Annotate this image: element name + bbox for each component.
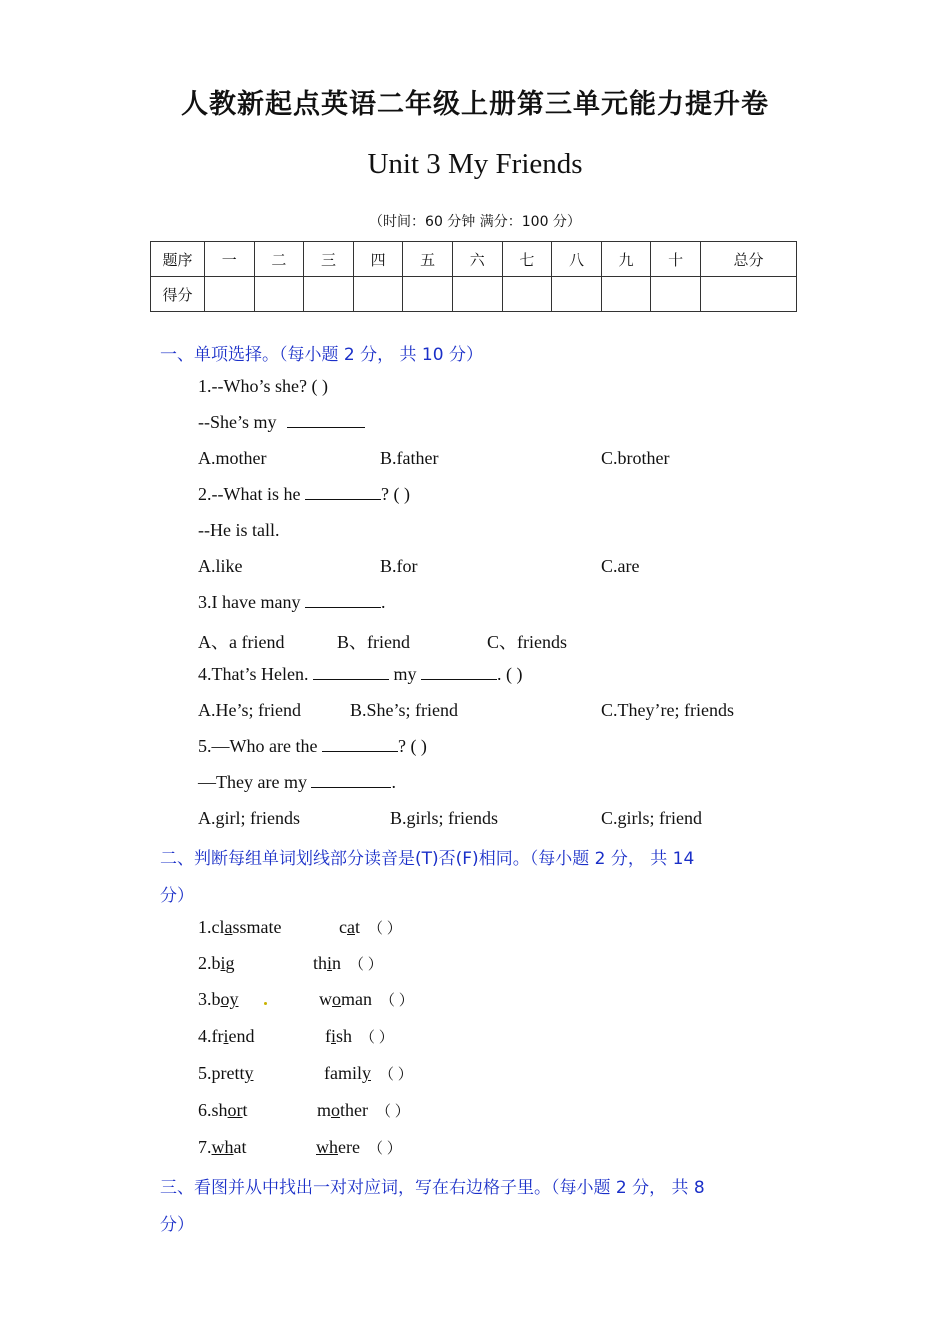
score-cell[interactable] — [651, 277, 701, 312]
q2-option-a[interactable]: A.like — [198, 556, 243, 576]
q5-option-a[interactable]: A.girl; friends — [198, 808, 300, 828]
score-cell[interactable] — [254, 277, 304, 312]
header-cell: 九 — [601, 242, 651, 277]
score-cell[interactable] — [205, 277, 255, 312]
unit-subtitle: Unit 3 My Friends — [367, 148, 583, 180]
answer-paren[interactable]: （ ） — [368, 921, 402, 937]
score-cell[interactable] — [403, 277, 453, 312]
section3-heading-cont: 分） — [160, 1215, 194, 1235]
q2-option-c[interactable]: C.are — [601, 556, 640, 576]
q4-option-c[interactable]: C.They’re; friends — [601, 700, 734, 720]
stray-dot — [264, 1002, 267, 1005]
q1-question: 1.--Who’s she? ( ) — [198, 376, 328, 396]
q3-option-c[interactable]: C、friends — [487, 632, 567, 652]
pair-3-word2: woman （ ） — [319, 989, 414, 1009]
q1-option-b[interactable]: B.father — [380, 448, 439, 468]
pair-7-word2: where （ ） — [316, 1137, 402, 1157]
pair-7-word1: 7.what — [198, 1137, 247, 1157]
pair-1-word2: cat （ ） — [339, 917, 402, 937]
pair-2-word1: 2.big — [198, 953, 235, 973]
score-table-header-row — [151, 242, 797, 277]
pair-6-word1: 6.short — [198, 1100, 248, 1120]
score-cell[interactable] — [304, 277, 354, 312]
score-table-score-row — [151, 277, 797, 312]
q3-question: 3.I have many . — [198, 592, 386, 612]
header-cell: 题序 — [151, 242, 205, 277]
score-row-label: 得分 — [151, 277, 205, 312]
header-cell: 六 — [452, 242, 502, 277]
time-info: （时间：60 分钟 满分：100 分） — [369, 214, 581, 230]
answer-paren[interactable]: （ ） — [349, 957, 383, 973]
pair-4-word1: 4.friend — [198, 1026, 255, 1046]
q3-option-a[interactable]: A、a friend — [198, 632, 285, 652]
score-cell[interactable] — [452, 277, 502, 312]
score-cell[interactable] — [502, 277, 552, 312]
pair-5-word2: family （ ） — [324, 1063, 413, 1083]
q4-option-b[interactable]: B.She’s; friend — [350, 700, 458, 720]
q1-option-a[interactable]: A.mother — [198, 448, 267, 468]
section1-heading: 一、单项选择。（每小题 2 分， 共 10 分） — [160, 345, 483, 365]
section3-heading: 三、看图并从中找出一对对应词，写在右边格子里。（每小题 2 分， 共 8 — [160, 1178, 705, 1198]
q4-question: 4.That’s Helen. my . ( ) — [198, 664, 523, 684]
q1-answer: --She’s my — [198, 412, 365, 433]
pair-3-word1: 3.boy — [198, 989, 239, 1009]
score-cell[interactable] — [601, 277, 651, 312]
pair-6-word2: mother （ ） — [317, 1100, 410, 1120]
section2-heading: 二、判断每组单词划线部分读音是(T)否(F)相同。（每小题 2 分， 共 14 — [160, 849, 695, 869]
score-cell[interactable] — [700, 277, 796, 312]
answer-paren[interactable]: （ ） — [376, 1104, 410, 1120]
score-cell[interactable] — [353, 277, 403, 312]
pair-2-word2: thin （ ） — [313, 953, 383, 973]
header-cell: 二 — [254, 242, 304, 277]
header-cell: 十 — [651, 242, 701, 277]
pair-4-word2: fish （ ） — [325, 1026, 394, 1046]
answer-paren[interactable]: （ ） — [380, 993, 414, 1009]
answer-paren[interactable]: （ ） — [367, 1141, 402, 1157]
pair-1-word1: 1.classmate — [198, 917, 282, 937]
page-title: 人教新起点英语二年级上册第三单元能力提升卷 — [181, 89, 769, 120]
q4-option-a[interactable]: A.He’s; friend — [198, 700, 301, 720]
q2-question: 2.--What is he ? ( ) — [198, 484, 410, 504]
header-cell: 七 — [502, 242, 552, 277]
section2-heading-cont: 分） — [160, 886, 194, 906]
answer-paren[interactable]: （ ） — [379, 1067, 413, 1083]
q5-answer: —They are my . — [198, 772, 396, 792]
q3-option-b[interactable]: B、friend — [337, 632, 410, 652]
q5-option-c[interactable]: C.girls; friend — [601, 808, 702, 828]
header-cell: 五 — [403, 242, 453, 277]
header-cell: 总分 — [700, 242, 796, 277]
q5-question: 5.—Who are the ? ( ) — [198, 736, 427, 756]
header-cell: 一 — [205, 242, 255, 277]
header-cell: 三 — [304, 242, 354, 277]
header-cell: 八 — [552, 242, 602, 277]
pair-5-word1: 5.pretty — [198, 1063, 254, 1083]
score-cell[interactable] — [552, 277, 602, 312]
q5-option-b[interactable]: B.girls; friends — [390, 808, 498, 828]
answer-paren[interactable]: （ ） — [360, 1030, 394, 1046]
score-table — [150, 241, 797, 312]
header-cell: 四 — [353, 242, 403, 277]
q2-answer: --He is tall. — [198, 520, 280, 540]
q2-option-b[interactable]: B.for — [380, 556, 418, 576]
q1-option-c[interactable]: C.brother — [601, 448, 670, 468]
